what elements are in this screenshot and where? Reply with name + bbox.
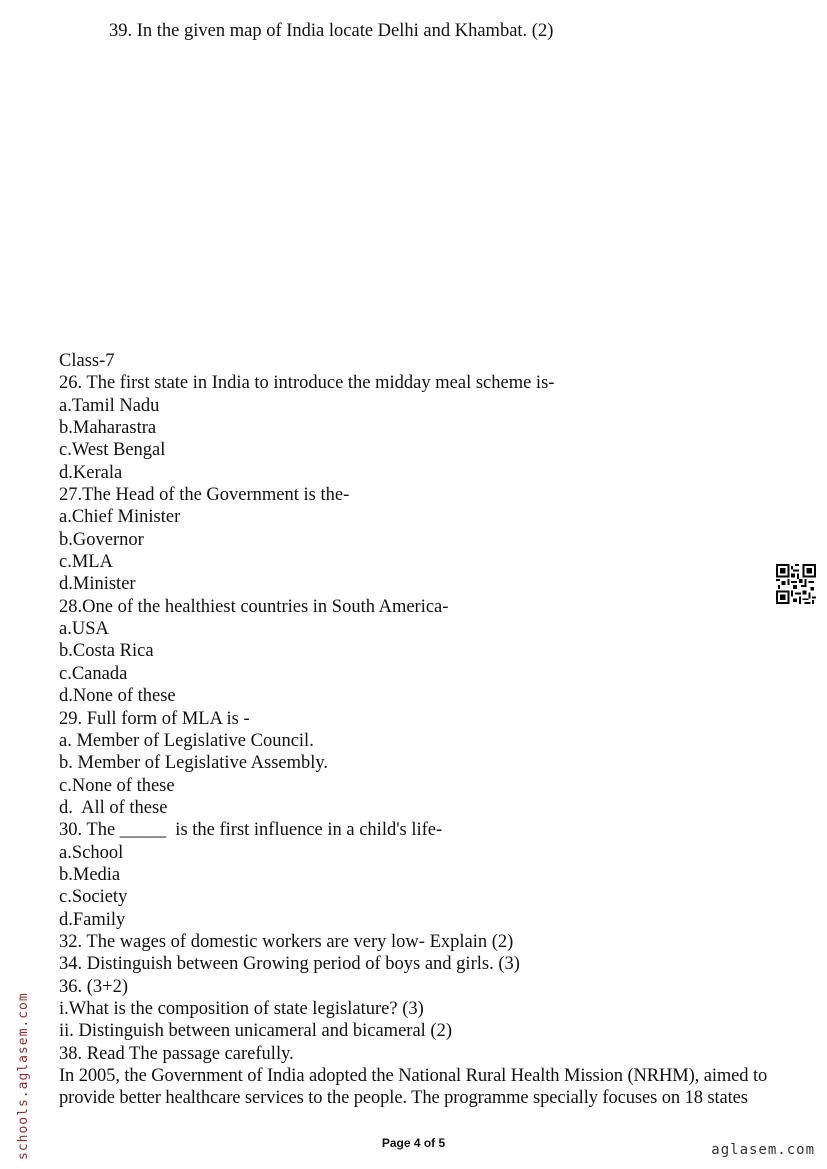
text-line: 27.The Head of the Government is the- bbox=[59, 485, 350, 506]
text-line: d.None of these bbox=[59, 686, 176, 707]
text-line: b.Maharastra bbox=[59, 418, 157, 439]
text-line: c.West Bengal bbox=[59, 440, 166, 461]
text-line: 29. Full form of MLA is - bbox=[59, 708, 250, 729]
side-watermark: schools.aglasem.com bbox=[16, 992, 31, 1160]
text-line: a.Chief Minister bbox=[59, 507, 181, 528]
text-line: d.Family bbox=[59, 909, 126, 930]
text-line: a. Member of Legislative Council. bbox=[59, 730, 314, 751]
text-line: d. All of these bbox=[59, 797, 168, 818]
question-39: 39. In the given map of India locate Delhi and Khambat. (2) bbox=[109, 21, 554, 41]
page-number: Page 4 of 5 bbox=[381, 1136, 446, 1150]
questions-block bbox=[59, 350, 804, 1110]
text-line: i.What is the composition of state legislature? (3) bbox=[59, 998, 424, 1019]
text-line: b.Costa Rica bbox=[59, 641, 154, 662]
text-line: Class-7 bbox=[59, 351, 115, 371]
text-line: a.Tamil Nadu bbox=[59, 395, 160, 416]
text-line: d.Minister bbox=[59, 574, 136, 595]
text-line: c.None of these bbox=[59, 775, 175, 796]
text-line: 30. The _____ is the first influence in a child's life- bbox=[59, 820, 443, 841]
text-line: 38. Read The passage carefully. bbox=[59, 1043, 294, 1064]
bottom-watermark: aglasem.com bbox=[711, 1142, 815, 1158]
qr-code-icon bbox=[776, 564, 816, 604]
text-line: c.MLA bbox=[59, 552, 113, 573]
text-line: ii. Distinguish between unicameral and bicameral (2) bbox=[59, 1021, 452, 1042]
text-line: a.USA bbox=[59, 619, 109, 640]
text-line: a.School bbox=[59, 842, 124, 863]
text-line: 32. The wages of domestic workers are very low- Explain (2) bbox=[59, 931, 514, 952]
text-line: 26. The first state in India to introduce the midday meal scheme is- bbox=[59, 373, 555, 394]
text-line: b.Governor bbox=[59, 529, 144, 550]
text-line: 36. (3+2) bbox=[59, 976, 129, 997]
text-line: 28.One of the healthiest countries in South America- bbox=[59, 596, 449, 617]
text-line: b. Member of Legislative Assembly. bbox=[59, 753, 329, 774]
text-line: c.Society bbox=[59, 887, 128, 908]
passage-paragraph: In 2005, the Government of India adopted the National Rural Health Mission (NRHM), aimed to provide better healthcare services to the people. The programme specially focuses on 18 states bbox=[59, 1066, 768, 1109]
text-line: 34. Distinguish between Growing period of boys and girls. (3) bbox=[59, 954, 520, 975]
text-line: b.Media bbox=[59, 864, 121, 885]
text-line: d.Kerala bbox=[59, 462, 123, 483]
text-line: c.Canada bbox=[59, 663, 128, 684]
